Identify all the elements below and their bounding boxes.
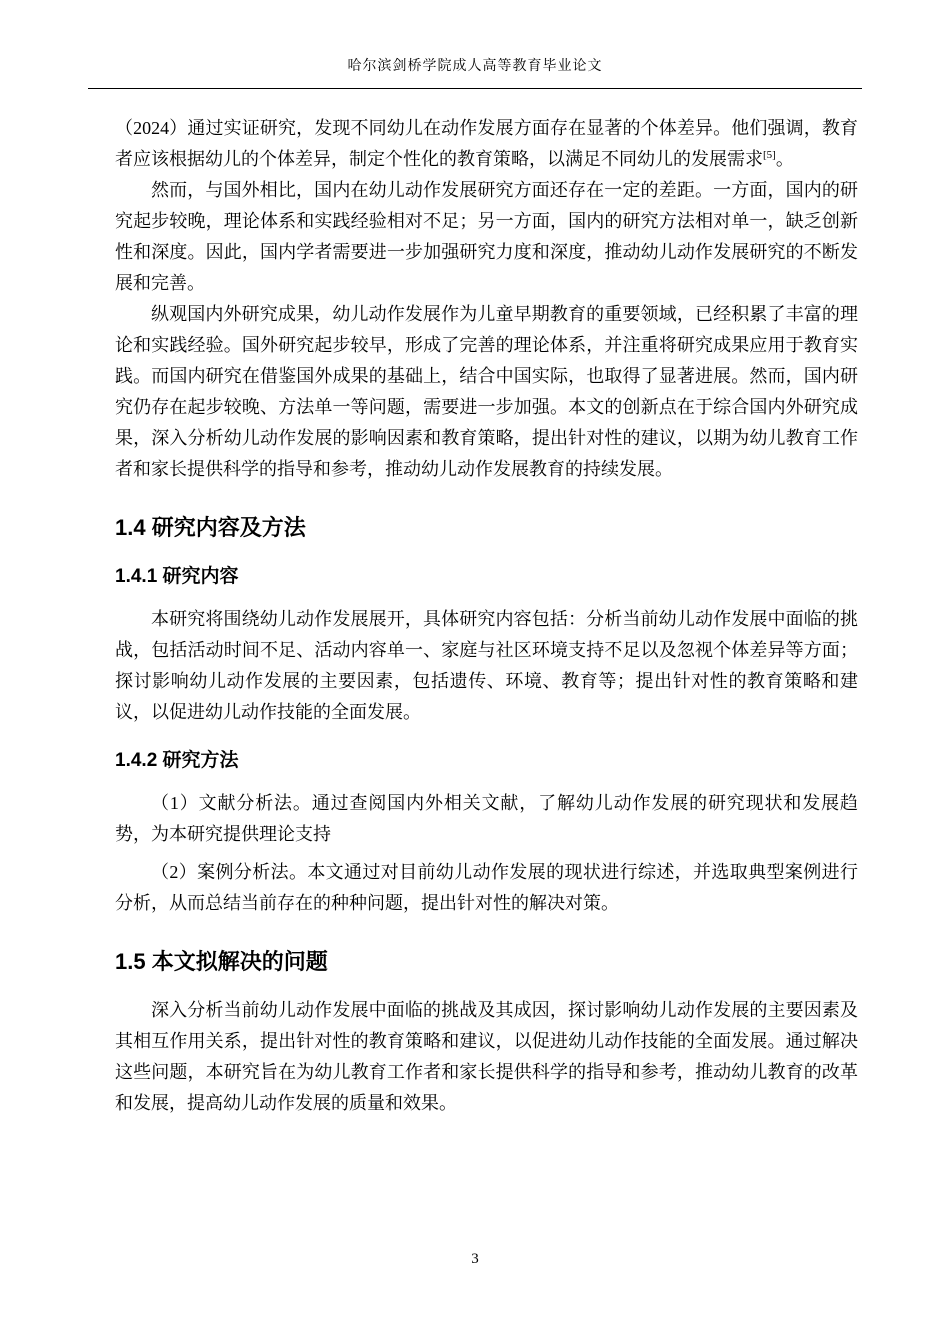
page-number: 3 (471, 1251, 479, 1267)
page-footer (0, 1250, 950, 1268)
header-title: 哈尔滨剑桥学院成人高等教育毕业论文 (347, 59, 603, 74)
paragraph-method-literature: （1）文献分析法。通过查阅国内外相关文献，了解幼儿动作发展的研究现状和发展趋势，为本研究提供理论支持 (115, 793, 858, 844)
paragraph-text: （2024）通过实证研究，发现不同幼儿在动作发展方面存在显著的个体差异。他们强调，教育者应该根据幼儿的个体差异，制定个性化的教育策略，以满足不同幼儿的发展需求 (115, 118, 858, 169)
subsection-heading-1-4-2: 1.4.2 研究方法 (115, 750, 239, 771)
paragraph-domestic-gap: 然而，与国外相比，国内在幼儿动作发展研究方面还存在一定的差距。一方面，国内的研究起步较晚，理论体系和实践经验相对不足；另一方面，国内的研究方法相对单一，缺乏创新性和深度。因此，国内学者需要进一步加强研究力度和深度，推动幼儿动作发展研究的不断发展和完善。 (115, 180, 858, 293)
paragraph-text-tail: 。 (775, 149, 794, 169)
document-body (115, 113, 858, 1119)
citation-superscript: [5] (763, 149, 776, 161)
paragraph-research-content: 本研究将围绕幼儿动作发展展开，具体研究内容包括：分析当前幼儿动作发展中面临的挑战，包括活动时间不足、活动内容单一、家庭与社区环境支持不足以及忽视个体差异等方面；探讨影响幼儿动作发展的主要因素，包括遗传、环境、教育等；提出针对性的教育策略和建议，以促进幼儿动作技能的全面发展。 (115, 609, 858, 722)
section-heading-1-4: 1.4 研究内容及方法 (115, 515, 306, 540)
section-heading-1-5: 1.5 本文拟解决的问题 (115, 949, 328, 974)
paragraph-research-summary: 纵观国内外研究成果，幼儿动作发展作为儿童早期教育的重要领域，已经积累了丰富的理论和实践经验。国外研究起步较早，形成了完善的理论体系，并注重将研究成果应用于教育实践。而国内研究在借鉴国外成果的基础上，结合中国实际，也取得了显著进展。然而，国内研究仍存在起步较晚、方法单一等问题，需要进一步加强。本文的创新点在于综合国内外研究成果，深入分析幼儿动作发展的影响因素和教育策略，提出针对性的建议，以期为幼儿教育工作者和家长提供科学的指导和参考，推动幼儿动作发展教育的持续发展。 (115, 304, 858, 479)
subsection-heading-1-4-1: 1.4.1 研究内容 (115, 566, 239, 587)
paragraph-method-case: （2）案例分析法。本文通过对目前幼儿动作发展的现状进行综述，并选取典型案例进行分析，从而总结当前存在的种种问题，提出针对性的解决对策。 (115, 862, 858, 913)
paragraph-intro (115, 113, 858, 175)
page-header (88, 0, 862, 89)
paragraph-problems-to-solve: 深入分析当前幼儿动作发展中面临的挑战及其成因，探讨影响幼儿动作发展的主要因素及其相互作用关系，提出针对性的教育策略和建议，以促进幼儿动作技能的全面发展。通过解决这些问题，本研究旨在为幼儿教育工作者和家长提供科学的指导和参考，推动幼儿教育的改革和发展，提高幼儿动作发展的质量和效果。 (115, 1000, 858, 1113)
